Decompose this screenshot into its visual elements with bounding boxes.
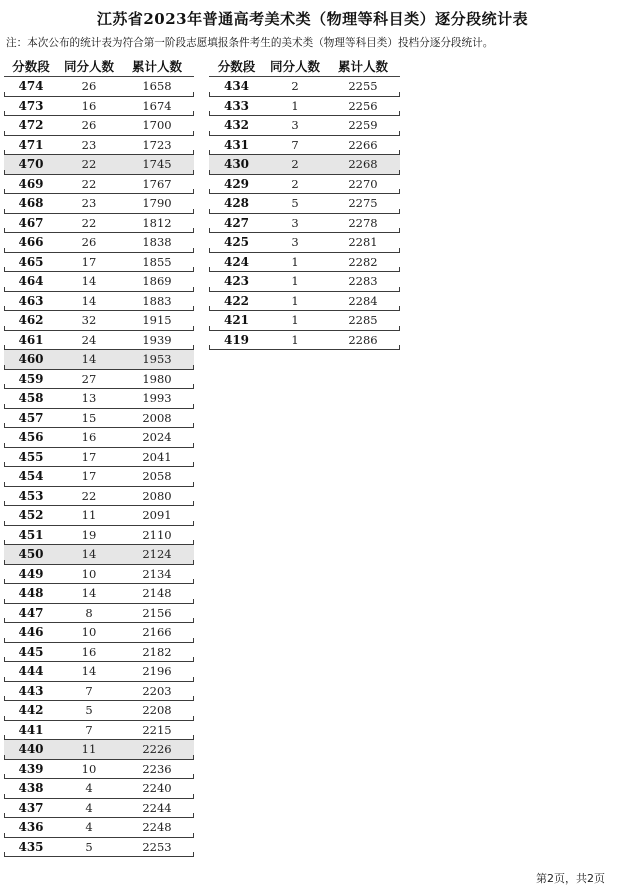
header-score: 分数段 — [217, 59, 256, 74]
cumulative-cell: 2270 — [348, 176, 378, 191]
table-note: 注：本次公布的统计表为符合第一阶段志愿填报条件考生的美术类（物理等科目类）投档分逐分段统计。 — [6, 37, 494, 49]
table-row — [4, 77, 194, 97]
cumulative-cell: 1767 — [142, 176, 172, 191]
same-count-cell: 32 — [81, 313, 97, 328]
score-cell: 422 — [223, 293, 250, 308]
table-row — [4, 311, 194, 331]
same-count-cell: 3 — [291, 118, 299, 133]
cumulative-cell: 2208 — [142, 703, 172, 718]
table-row — [4, 116, 194, 136]
table-row — [209, 136, 400, 156]
same-count-cell: 19 — [81, 527, 97, 542]
score-cell: 453 — [18, 488, 44, 503]
page-title: 江苏省2023年普通高考美术类（物理等科目类）逐分段统计表 — [96, 10, 529, 28]
score-cell: 457 — [18, 410, 44, 425]
score-cell: 444 — [18, 664, 44, 679]
score-cell: 464 — [18, 274, 44, 289]
same-count-cell: 10 — [81, 625, 97, 640]
cumulative-cell: 1723 — [142, 137, 172, 152]
same-count-cell: 14 — [81, 293, 97, 308]
table-row — [4, 370, 194, 390]
cumulative-cell: 2024 — [142, 430, 172, 445]
header-cumulative: 累计人数 — [131, 59, 182, 74]
score-cell: 443 — [18, 683, 44, 698]
table-row — [4, 233, 194, 253]
cumulative-cell: 1869 — [142, 274, 172, 289]
cumulative-cell: 2282 — [348, 254, 378, 269]
score-cell: 456 — [18, 430, 44, 445]
same-count-cell: 16 — [81, 430, 97, 445]
same-count-cell: 13 — [81, 391, 97, 406]
same-count-cell: 26 — [81, 118, 97, 133]
cumulative-cell: 2058 — [142, 469, 172, 484]
score-cell: 437 — [18, 800, 44, 815]
same-count-cell: 1 — [291, 274, 299, 289]
table-row — [4, 584, 194, 604]
table-row — [209, 116, 400, 136]
same-count-cell: 22 — [81, 176, 97, 191]
header-same-count: 同分人数 — [63, 59, 114, 74]
score-cell: 445 — [18, 644, 44, 659]
same-count-cell: 15 — [81, 410, 97, 425]
score-cell: 472 — [18, 118, 44, 133]
score-cell: 434 — [223, 79, 250, 94]
score-cell: 463 — [18, 293, 44, 308]
cumulative-cell: 2182 — [142, 644, 172, 659]
cumulative-cell: 2091 — [142, 508, 172, 523]
cumulative-cell: 1658 — [142, 79, 172, 94]
cumulative-cell: 2268 — [348, 157, 378, 172]
cumulative-cell: 1745 — [142, 157, 172, 172]
cumulative-cell: 2041 — [142, 449, 172, 464]
score-cell: 473 — [18, 98, 44, 113]
same-count-cell: 27 — [81, 371, 97, 386]
table-row — [4, 448, 194, 468]
cumulative-cell: 1883 — [142, 293, 172, 308]
score-cell: 441 — [18, 722, 44, 737]
table-row — [4, 779, 194, 799]
cumulative-cell: 2110 — [142, 527, 172, 542]
cumulative-cell: 2215 — [142, 722, 172, 737]
cumulative-cell: 2240 — [142, 781, 172, 796]
score-cell: 469 — [18, 176, 44, 191]
cumulative-cell: 1700 — [142, 118, 172, 133]
table-row — [4, 272, 194, 292]
same-count-cell: 26 — [81, 79, 97, 94]
cumulative-cell: 1674 — [142, 98, 172, 113]
score-cell: 467 — [18, 215, 44, 230]
score-cell: 474 — [18, 79, 44, 94]
score-cell: 471 — [18, 137, 44, 152]
score-cell: 425 — [223, 235, 250, 250]
table-row — [4, 526, 194, 546]
same-count-cell: 10 — [81, 761, 97, 776]
score-cell: 470 — [18, 157, 44, 172]
header-same-count: 同分人数 — [269, 59, 320, 74]
cumulative-cell: 2244 — [142, 800, 172, 815]
same-count-cell: 2 — [291, 157, 299, 172]
score-cell: 438 — [18, 781, 44, 796]
table-row — [209, 97, 400, 117]
score-cell: 462 — [18, 313, 44, 328]
table-row — [4, 506, 194, 526]
cumulative-cell: 1993 — [142, 391, 172, 406]
table-row — [4, 194, 194, 214]
cumulative-cell: 1790 — [142, 196, 172, 211]
score-cell: 421 — [223, 313, 250, 328]
cumulative-cell: 2281 — [348, 235, 378, 250]
table-row — [4, 838, 194, 858]
cumulative-cell: 2166 — [142, 625, 172, 640]
same-count-cell: 8 — [85, 605, 93, 620]
score-cell: 446 — [18, 625, 44, 640]
table-row — [4, 350, 194, 370]
same-count-cell: 26 — [81, 235, 97, 250]
same-count-cell: 5 — [291, 196, 299, 211]
table-row — [4, 214, 194, 234]
score-cell: 419 — [223, 332, 250, 347]
table-header — [4, 56, 194, 77]
same-count-cell: 11 — [81, 508, 97, 523]
cumulative-cell: 2278 — [348, 215, 378, 230]
score-cell: 429 — [223, 176, 250, 191]
score-table-right — [209, 56, 400, 350]
table-body — [209, 77, 400, 350]
same-count-cell: 14 — [81, 547, 97, 562]
same-count-cell: 7 — [85, 683, 93, 698]
table-row — [4, 565, 194, 585]
page-number: 第2页，共2页 — [536, 872, 605, 885]
same-count-cell: 16 — [81, 644, 97, 659]
table-row — [209, 155, 400, 175]
score-cell: 431 — [223, 137, 250, 152]
same-count-cell: 17 — [81, 254, 97, 269]
score-cell: 465 — [18, 254, 44, 269]
same-count-cell: 2 — [291, 79, 299, 94]
table-row — [4, 818, 194, 838]
same-count-cell: 24 — [81, 332, 97, 347]
score-cell: 455 — [18, 449, 44, 464]
table-row — [209, 292, 400, 312]
same-count-cell: 14 — [81, 586, 97, 601]
table-header — [209, 56, 400, 77]
score-table-left — [4, 56, 194, 857]
table-row — [4, 682, 194, 702]
same-count-cell: 3 — [291, 215, 299, 230]
table-row — [209, 311, 400, 331]
score-cell: 433 — [223, 98, 250, 113]
table-row — [209, 77, 400, 97]
score-cell: 458 — [18, 391, 44, 406]
cumulative-cell: 2284 — [348, 293, 378, 308]
cumulative-cell: 2203 — [142, 683, 172, 698]
table-row — [4, 487, 194, 507]
cumulative-cell: 2156 — [142, 605, 172, 620]
cumulative-cell: 2286 — [348, 332, 378, 347]
cumulative-cell: 1939 — [142, 332, 172, 347]
same-count-cell: 1 — [291, 293, 299, 308]
score-cell: 466 — [18, 235, 44, 250]
same-count-cell: 5 — [85, 839, 93, 854]
cumulative-cell: 2008 — [142, 410, 172, 425]
table-row — [4, 740, 194, 760]
same-count-cell: 17 — [81, 449, 97, 464]
score-cell: 439 — [18, 761, 44, 776]
same-count-cell: 22 — [81, 157, 97, 172]
cumulative-cell: 2266 — [348, 137, 378, 152]
same-count-cell: 7 — [85, 722, 93, 737]
cumulative-cell: 2080 — [142, 488, 172, 503]
cumulative-cell: 2248 — [142, 820, 172, 835]
same-count-cell: 10 — [81, 566, 97, 581]
table-row — [4, 799, 194, 819]
score-cell: 435 — [18, 839, 44, 854]
cumulative-cell: 2283 — [348, 274, 378, 289]
table-row — [4, 662, 194, 682]
same-count-cell: 1 — [291, 313, 299, 328]
same-count-cell: 14 — [81, 352, 97, 367]
cumulative-cell: 2196 — [142, 664, 172, 679]
cumulative-cell: 1980 — [142, 371, 172, 386]
cumulative-cell: 2236 — [142, 761, 172, 776]
score-cell: 454 — [18, 469, 44, 484]
table-row — [4, 428, 194, 448]
score-cell: 430 — [223, 157, 250, 172]
score-cell: 442 — [18, 703, 44, 718]
score-cell: 440 — [18, 742, 44, 757]
table-row — [4, 389, 194, 409]
table-row — [4, 701, 194, 721]
header-score: 分数段 — [12, 59, 50, 74]
same-count-cell: 17 — [81, 469, 97, 484]
header-cumulative: 累计人数 — [337, 59, 388, 74]
cumulative-cell: 2259 — [348, 118, 378, 133]
cumulative-cell: 1812 — [142, 215, 172, 230]
same-count-cell: 4 — [85, 800, 93, 815]
score-cell: 459 — [18, 371, 44, 386]
table-row — [4, 155, 194, 175]
score-cell: 447 — [18, 605, 44, 620]
same-count-cell: 2 — [291, 176, 299, 191]
score-cell: 424 — [223, 254, 250, 269]
score-cell: 461 — [18, 332, 44, 347]
table-row — [4, 175, 194, 195]
cumulative-cell: 2275 — [348, 196, 378, 211]
score-cell: 423 — [223, 274, 250, 289]
table-row — [4, 623, 194, 643]
table-row — [4, 721, 194, 741]
table-row — [209, 272, 400, 292]
same-count-cell: 16 — [81, 98, 97, 113]
table-row — [4, 467, 194, 487]
same-count-cell: 22 — [81, 215, 97, 230]
score-cell: 450 — [18, 547, 44, 562]
table-row — [209, 331, 400, 351]
same-count-cell: 5 — [85, 703, 93, 718]
table-row — [209, 214, 400, 234]
table-row — [4, 136, 194, 156]
score-cell: 436 — [18, 820, 44, 835]
same-count-cell: 1 — [291, 98, 299, 113]
table-row — [4, 331, 194, 351]
same-count-cell: 3 — [291, 235, 299, 250]
same-count-cell: 1 — [291, 332, 299, 347]
cumulative-cell: 2134 — [142, 566, 172, 581]
score-cell: 451 — [18, 527, 44, 542]
cumulative-cell: 2255 — [348, 79, 378, 94]
table-row — [4, 409, 194, 429]
table-body — [4, 77, 194, 857]
table-row — [4, 643, 194, 663]
score-cell: 468 — [18, 196, 44, 211]
same-count-cell: 14 — [81, 274, 97, 289]
table-row — [4, 545, 194, 565]
cumulative-cell: 2253 — [142, 839, 172, 854]
table-row — [4, 604, 194, 624]
table-row — [4, 760, 194, 780]
cumulative-cell: 1855 — [142, 254, 172, 269]
table-row — [209, 233, 400, 253]
table-row — [209, 194, 400, 214]
same-count-cell: 4 — [85, 781, 93, 796]
same-count-cell: 23 — [81, 137, 97, 152]
cumulative-cell: 2285 — [348, 313, 378, 328]
score-cell: 427 — [223, 215, 250, 230]
score-cell: 432 — [223, 118, 250, 133]
table-row — [4, 97, 194, 117]
score-cell: 460 — [18, 352, 44, 367]
same-count-cell: 1 — [291, 254, 299, 269]
cumulative-cell: 1915 — [142, 313, 172, 328]
score-cell: 428 — [223, 196, 250, 211]
cumulative-cell: 1838 — [142, 235, 172, 250]
cumulative-cell: 2124 — [142, 547, 172, 562]
cumulative-cell: 2256 — [348, 98, 378, 113]
same-count-cell: 14 — [81, 664, 97, 679]
table-row — [209, 253, 400, 273]
table-row — [4, 292, 194, 312]
cumulative-cell: 2226 — [142, 742, 172, 757]
same-count-cell: 22 — [81, 488, 97, 503]
same-count-cell: 11 — [81, 742, 97, 757]
table-row — [209, 175, 400, 195]
same-count-cell: 7 — [291, 137, 299, 152]
score-cell: 449 — [18, 566, 44, 581]
score-cell: 448 — [18, 586, 44, 601]
score-cell: 452 — [18, 508, 44, 523]
cumulative-cell: 2148 — [142, 586, 172, 601]
table-row — [4, 253, 194, 273]
same-count-cell: 23 — [81, 196, 97, 211]
same-count-cell: 4 — [85, 820, 93, 835]
cumulative-cell: 1953 — [142, 352, 172, 367]
